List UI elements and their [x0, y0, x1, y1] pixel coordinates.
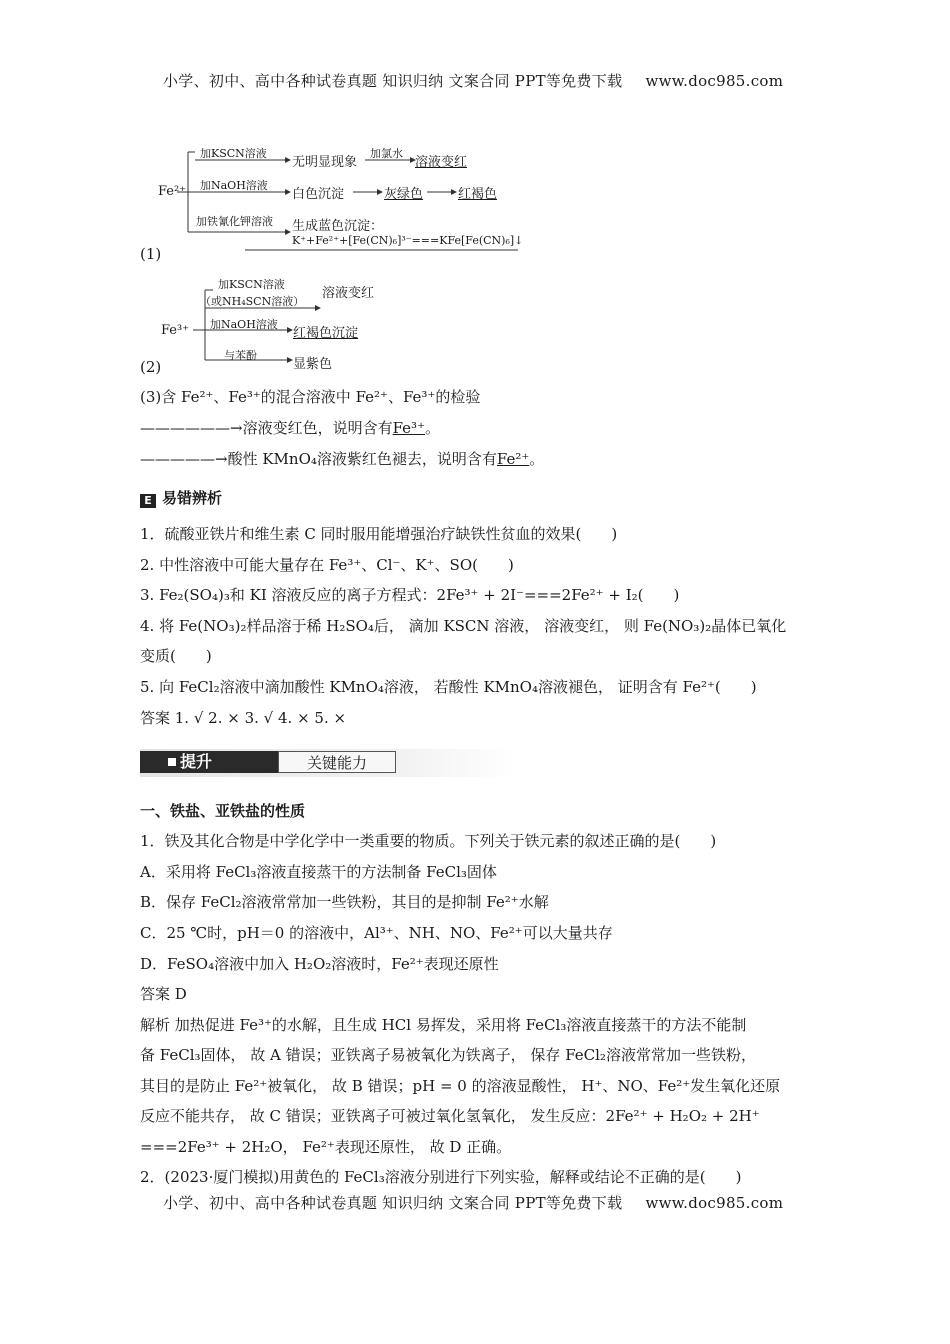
- analysis-line-1: 解析 加热促进 Fe³⁺的水解，且生成 HCl 易挥发，采用将 FeCl₃溶液直接蒸干的方法不能制: [140, 1016, 747, 1034]
- fe3-red-brown-precipitate: 红褐色沉淀: [293, 326, 359, 341]
- question-1-answer: 答案 D: [140, 985, 187, 1003]
- option-a: A．采用将 FeCl₃溶液直接蒸干的方法制备 FeCl₃固体: [140, 863, 497, 881]
- option-d: D．FeSO₄溶液中加入 H₂O₂溶液时，Fe²⁺表现还原性: [140, 955, 499, 973]
- fe2-equation: K⁺+Fe²⁺+[Fe(CN)₆]³⁻===KFe[Fe(CN)₆]↓: [292, 234, 524, 247]
- fe2-grey-green: 灰绿色: [384, 187, 424, 202]
- section-e-icon: E: [140, 494, 156, 508]
- question-2: 2．(2023·厦门模拟)用黄色的 FeCl₃溶液分别进行下列实验，解释或结论不正确的是( ): [140, 1168, 742, 1186]
- header-text: 小学、初中、高中各种试卷真题 知识归纳 文案合同 PPT等免费下载: [163, 72, 623, 90]
- section-banner: [140, 749, 517, 777]
- banner-square-icon: [168, 758, 176, 766]
- part3-line2: —————→酸性 KMnO₄溶液紫红色褪去，说明含有Fe²⁺。: [140, 450, 545, 468]
- analysis-line-5: ===2Fe³⁺ + 2H₂O， Fe²⁺表现还原性， 故 D 正确。: [140, 1138, 512, 1156]
- mistake-item-1: 1．硫酸亚铁片和维生素 C 同时服用能增强治疗缺铁性贫血的效果( ): [140, 525, 618, 543]
- fe3-result-red: 溶液变红: [322, 286, 375, 301]
- mistake-item-4: 4. 将 Fe(NO₃)₂样品溶于稀 H₂SO₄后， 滴加 KSCN 溶液， 溶液变红， 则 Fe(NO₃)₂晶体已氧化: [140, 617, 787, 635]
- mistake-item-4-cont: 变质( ): [140, 647, 212, 665]
- diagram1-label: (1): [140, 245, 162, 263]
- mistake-item-5: 5. 向 FeCl₂溶液中滴加酸性 KMnO₄溶液， 若酸性 KMnO₄溶液褪色， 证明含有 Fe²⁺( ): [140, 678, 757, 696]
- fe2-red-brown: 红褐色: [458, 187, 498, 202]
- mistakes-answer: 答案 1. √ 2. × 3. √ 4. × 5. ×: [140, 709, 347, 727]
- fe3-purple: 显紫色: [293, 357, 333, 372]
- option-b: B．保存 FeCl₂溶液常常加一些铁粉，其目的是抑制 Fe²⁺水解: [140, 893, 549, 911]
- fe3-reagent-naoh: 加NaOH溶液: [210, 318, 278, 331]
- analysis-line-2: 备 FeCl₃固体， 故 A 错误；亚铁离子易被氧化为铁离子， 保存 FeCl₂溶液常常加一些铁粉，: [140, 1046, 756, 1064]
- fe3-reagent-kscn: 加KSCN溶液: [218, 278, 285, 291]
- page-footer: [163, 1192, 783, 1213]
- fe2-reagent-kscn: 加KSCN溶液: [200, 147, 267, 160]
- part3-title: (3)含 Fe²⁺、Fe³⁺的混合溶液中 Fe²⁺、Fe³⁺的检验: [140, 388, 481, 406]
- fe2-reagent-naoh: 加NaOH溶液: [200, 179, 268, 192]
- fe3-reagent-nh4scn: （或NH₄SCN溶液）: [200, 295, 305, 308]
- analysis-line-3: 其目的是防止 Fe²⁺被氧化， 故 B 错误；pH = 0 的溶液显酸性， H⁺、NO、Fe²⁺发生氧化还原: [140, 1077, 781, 1095]
- page-header: [163, 70, 783, 91]
- fe2-blue-precipitate: 生成蓝色沉淀：: [292, 219, 384, 234]
- option-c: C．25 ℃时，pH＝0 的溶液中，Al³⁺、NH、NO、Fe²⁺可以大量共存: [140, 924, 613, 942]
- fe2-result-none: 无明显现象: [292, 155, 358, 170]
- header-url: www.doc985.com: [645, 72, 784, 90]
- banner-right-label: 关键能力: [278, 751, 396, 773]
- fe2-ion: Fe²⁺: [158, 184, 187, 199]
- fe3-reagent-phenol: 与苯酚: [224, 349, 257, 362]
- part3-line1: ——————→溶液变红色，说明含有Fe³⁺。: [140, 419, 441, 437]
- mistakes-heading: E 易错辨析: [140, 488, 222, 508]
- analysis-line-4: 反应不能共存， 故 C 错误；亚铁离子可被过氧化氢氧化， 发生反应：2Fe²⁺ + H₂O₂ + 2H⁺: [140, 1107, 760, 1125]
- fe2-white-precipitate: 白色沉淀: [292, 187, 345, 202]
- fe2-result-red: 溶液变红: [415, 155, 468, 170]
- section1-heading: 一、铁盐、亚铁盐的性质: [140, 802, 306, 820]
- banner-left-label: 提升: [140, 751, 278, 773]
- footer-text: 小学、初中、高中各种试卷真题 知识归纳 文案合同 PPT等免费下载: [163, 1194, 623, 1212]
- fe2-reagent-ferricyanide: 加铁氰化钾溶液: [196, 215, 273, 228]
- fe3-ion: Fe³⁺: [161, 323, 190, 338]
- mistake-item-3: 3. Fe₂(SO₄)₃和 KI 溶液反应的离子方程式：2Fe³⁺ + 2I⁻===2Fe²⁺ + I₂( ): [140, 586, 680, 604]
- fe2-reagent-chlorine: 加氯水: [370, 147, 403, 160]
- question-1: 1．铁及其化合物是中学化学中一类重要的物质。下列关于铁元素的叙述正确的是( ): [140, 832, 717, 850]
- footer-url: www.doc985.com: [645, 1194, 784, 1212]
- mistake-item-2: 2. 中性溶液中可能大量存在 Fe³⁺、Cl⁻、K⁺、SO( ): [140, 556, 514, 574]
- diagram2-label: (2): [140, 358, 162, 376]
